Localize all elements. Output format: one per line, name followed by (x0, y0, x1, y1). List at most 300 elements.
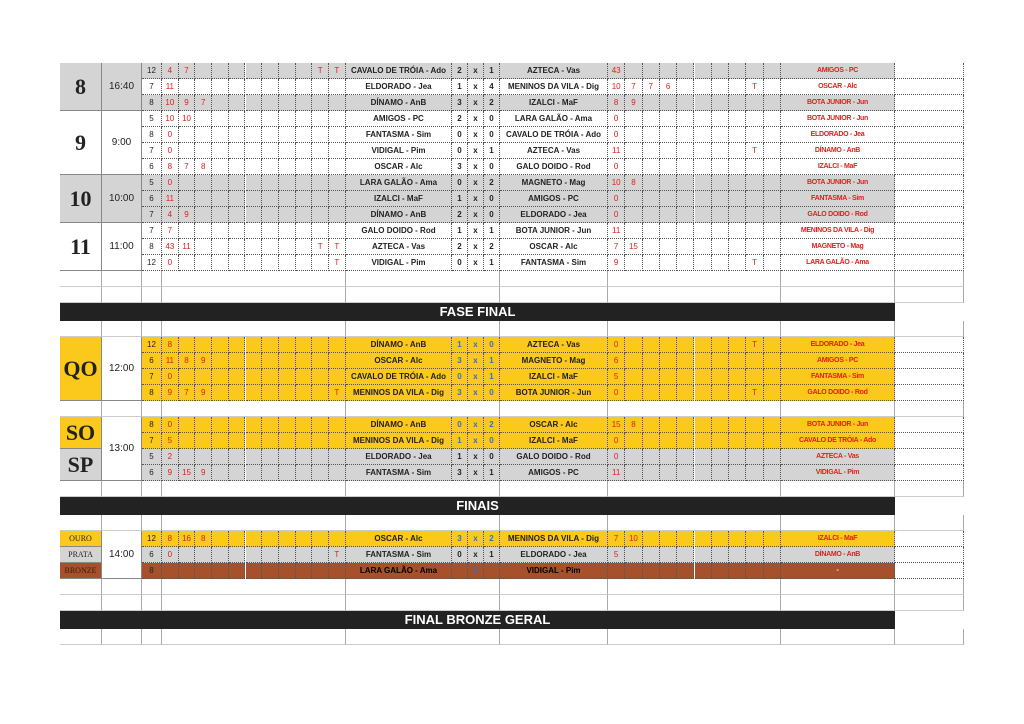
home-stat-cell (246, 369, 263, 385)
table-row (60, 175, 964, 191)
home-stat-cell: 0 (162, 547, 179, 563)
away-score: 1 (484, 63, 500, 79)
home-team: ELDORADO - Jea (346, 79, 452, 95)
away-team: IZALCI - MaF (500, 95, 608, 111)
home-stat-cell: 9 (195, 465, 212, 481)
table-row (60, 547, 964, 563)
home-stat-cell: 7 (179, 159, 196, 175)
away-stat-cell (625, 449, 642, 465)
home-team: CAVALO DE TRÓIA - Ado (346, 63, 452, 79)
away-stat-cell (677, 95, 694, 111)
away-stat-cell (625, 127, 642, 143)
away-stat-cell (712, 63, 729, 79)
away-score: 0 (484, 449, 500, 465)
table-row (60, 111, 964, 127)
away-stat-cell (660, 547, 677, 563)
home-score: 3 (452, 159, 468, 175)
away-stat-cell (677, 159, 694, 175)
away-stat-cell (677, 385, 694, 401)
home-stat-cell (195, 239, 212, 255)
referee-team: AMIGOS - PC (781, 63, 895, 79)
away-score: 1 (484, 143, 500, 159)
home-stat-cell (246, 143, 263, 159)
home-stat-cell (296, 353, 313, 369)
empty-cell (895, 111, 964, 127)
away-stat-cell (677, 239, 694, 255)
empty-cell (895, 175, 964, 191)
away-score: 2 (484, 531, 500, 547)
home-stat-cell (212, 337, 229, 353)
home-stat-cell: T (329, 547, 346, 563)
grid-cell (102, 481, 142, 497)
match-time: 14:00 (102, 531, 142, 579)
home-score: 0 (452, 547, 468, 563)
away-stat-cell (695, 79, 712, 95)
away-stat-cell (729, 369, 746, 385)
home-stat-cell (229, 223, 246, 239)
away-stat-cell (695, 255, 712, 271)
home-stat-cell (246, 95, 263, 111)
home-stat-cell (229, 385, 246, 401)
home-stat-cell: T (329, 385, 346, 401)
away-stat-cell (764, 563, 781, 579)
home-stat-cell: 0 (162, 175, 179, 191)
home-stat-cell (179, 127, 196, 143)
away-team: CAVALO DE TRÓIA - Ado (500, 127, 608, 143)
home-score: 1 (452, 223, 468, 239)
home-stat-cell (195, 433, 212, 449)
grid-cell (781, 481, 895, 497)
home-stat-cell (195, 191, 212, 207)
court-number: 5 (142, 111, 162, 127)
away-stat-cell (712, 547, 729, 563)
court-number: 12 (142, 531, 162, 547)
home-score: 1 (452, 449, 468, 465)
home-stat-cell (329, 433, 346, 449)
away-stat-cell (712, 337, 729, 353)
away-stat-cell (695, 353, 712, 369)
home-stat-cell (212, 449, 229, 465)
away-stat-cell (746, 239, 763, 255)
away-stat-cell: 15 (625, 239, 642, 255)
medal-label: PRATA (60, 547, 102, 563)
home-stat-cell: 11 (162, 191, 179, 207)
home-stat-cell (229, 79, 246, 95)
referee-team: IZALCI - MaF (781, 531, 895, 547)
table-row (60, 531, 964, 547)
away-stat-cell (695, 191, 712, 207)
away-stat-cell (729, 207, 746, 223)
grid-cell (346, 515, 500, 531)
court-number: 8 (142, 239, 162, 255)
score-separator: x (468, 223, 484, 239)
home-stat-cell (246, 191, 263, 207)
away-stat-cell (677, 449, 694, 465)
away-stat-cell (660, 255, 677, 271)
away-team: ELDORADO - Jea (500, 547, 608, 563)
score-separator: x (468, 207, 484, 223)
home-stat-cell: 7 (195, 95, 212, 111)
away-stat-cell (625, 353, 642, 369)
away-stat-cell (677, 563, 694, 579)
home-stat-cell (296, 547, 313, 563)
away-stat-cell (677, 353, 694, 369)
away-stat-cell (729, 337, 746, 353)
home-stat-cell (312, 127, 329, 143)
court-number: 7 (142, 369, 162, 385)
away-stat-cell (746, 353, 763, 369)
away-stat-cell: 10 (608, 175, 625, 191)
away-score: 0 (484, 127, 500, 143)
home-stat-cell (229, 563, 246, 579)
empty-cell (895, 143, 964, 159)
away-stat-cell (695, 337, 712, 353)
away-stat-cell: 9 (608, 255, 625, 271)
away-stat-cell (764, 223, 781, 239)
home-score: 3 (452, 531, 468, 547)
away-stat-cell (677, 223, 694, 239)
away-stat-cell (712, 385, 729, 401)
home-stat-cell: 8 (162, 531, 179, 547)
home-stat-cell: 0 (162, 127, 179, 143)
group-label-so: SO (60, 417, 102, 449)
home-stat-cell (279, 191, 296, 207)
away-stat-cell (712, 127, 729, 143)
away-stat-cell (729, 353, 746, 369)
empty-row (60, 321, 964, 337)
away-stat-cell (660, 223, 677, 239)
grid-cell (500, 579, 608, 595)
home-stat-cell (195, 127, 212, 143)
grid-cell (142, 595, 162, 611)
away-stat-cell (746, 159, 763, 175)
match-time: 12:00 (102, 337, 142, 401)
away-stat-cell (660, 239, 677, 255)
home-stat-cell (312, 433, 329, 449)
away-stat-cell (729, 417, 746, 433)
away-stat-cell (643, 63, 660, 79)
away-stat-cell (729, 127, 746, 143)
home-stat-cell: 10 (179, 111, 196, 127)
home-stat-cell (312, 417, 329, 433)
grid-cell (608, 629, 781, 645)
home-stat-cell (279, 95, 296, 111)
grid-cell (500, 287, 608, 303)
away-stat-cell (764, 337, 781, 353)
away-stat-cell (695, 547, 712, 563)
home-stat-cell (262, 79, 279, 95)
grid-cell (500, 271, 608, 287)
home-team: FANTASMA - Sim (346, 547, 452, 563)
away-stat-cell (729, 239, 746, 255)
home-team: FANTASMA - Sim (346, 127, 452, 143)
away-stat-cell (625, 433, 642, 449)
court-number: 8 (142, 127, 162, 143)
away-stat-cell (746, 223, 763, 239)
away-stat-cell (712, 449, 729, 465)
grid-cell (60, 287, 102, 303)
empty-cell (895, 63, 964, 79)
home-team: DÍNAMO - AnB (346, 95, 452, 111)
away-stat-cell (677, 175, 694, 191)
group-label-sp: SP (60, 449, 102, 481)
grid-cell (895, 401, 964, 417)
away-stat-cell: 0 (608, 127, 625, 143)
home-stat-cell (195, 449, 212, 465)
home-stat-cell (262, 353, 279, 369)
home-stat-cell (279, 127, 296, 143)
grid-cell (142, 515, 162, 531)
away-stat-cell (764, 255, 781, 271)
home-stat-cell (312, 547, 329, 563)
away-stat-cell: 11 (608, 143, 625, 159)
court-number: 7 (142, 433, 162, 449)
away-stat-cell (712, 159, 729, 175)
away-stat-cell (729, 111, 746, 127)
home-stat-cell (296, 531, 313, 547)
grid-cell (895, 579, 964, 595)
away-stat-cell (764, 159, 781, 175)
away-stat-cell (643, 531, 660, 547)
home-stat-cell (262, 207, 279, 223)
away-stat-cell (643, 465, 660, 481)
away-stat-cell (660, 369, 677, 385)
away-stat-cell (764, 95, 781, 111)
away-stat-cell (660, 563, 677, 579)
home-team: OSCAR - Alc (346, 159, 452, 175)
home-stat-cell (212, 385, 229, 401)
home-stat-cell (329, 465, 346, 481)
home-score: 0 (452, 143, 468, 159)
away-stat-cell (764, 143, 781, 159)
home-stat-cell (279, 369, 296, 385)
away-team: AZTECA - Vas (500, 63, 608, 79)
grid-cell (162, 579, 346, 595)
home-stat-cell (296, 337, 313, 353)
home-stat-cell (195, 111, 212, 127)
medal-label: BRONZE (60, 563, 102, 579)
away-stat-cell (677, 63, 694, 79)
away-stat-cell (625, 111, 642, 127)
grid-cell (162, 271, 346, 287)
away-team: AMIGOS - PC (500, 191, 608, 207)
grid-cell (781, 321, 895, 337)
away-team: ELDORADO - Jea (500, 207, 608, 223)
away-score: 1 (484, 465, 500, 481)
home-stat-cell (279, 337, 296, 353)
referee-team: ELDORADO - Jea (781, 337, 895, 353)
court-number: 7 (142, 143, 162, 159)
home-stat-cell (279, 223, 296, 239)
home-team: OSCAR - Alc (346, 353, 452, 369)
away-stat-cell: 9 (625, 95, 642, 111)
score-separator: x (468, 143, 484, 159)
score-separator: x (468, 385, 484, 401)
away-stat-cell (712, 255, 729, 271)
away-stat-cell (764, 385, 781, 401)
empty-row (60, 515, 964, 531)
home-stat-cell (279, 417, 296, 433)
home-stat-cell (296, 127, 313, 143)
away-stat-cell (660, 175, 677, 191)
home-stat-cell (329, 369, 346, 385)
away-stat-cell (764, 369, 781, 385)
away-stat-cell (660, 127, 677, 143)
away-stat-cell (764, 353, 781, 369)
home-stat-cell (296, 417, 313, 433)
away-stat-cell (625, 385, 642, 401)
home-stat-cell (312, 191, 329, 207)
away-stat-cell (729, 433, 746, 449)
home-stat-cell (195, 175, 212, 191)
home-stat-cell (312, 353, 329, 369)
grid-cell (781, 629, 895, 645)
away-stat-cell (643, 143, 660, 159)
home-stat-cell (246, 449, 263, 465)
away-stat-cell (695, 127, 712, 143)
home-stat-cell (329, 127, 346, 143)
empty-cell (895, 433, 964, 449)
away-stat-cell (625, 255, 642, 271)
home-stat-cell (279, 175, 296, 191)
home-stat-cell (229, 143, 246, 159)
home-score: 1 (452, 433, 468, 449)
away-stat-cell (643, 207, 660, 223)
referee-team: DÍNAMO - AnB (781, 143, 895, 159)
away-stat-cell: T (746, 385, 763, 401)
away-score: 4 (484, 79, 500, 95)
group-label: 9 (60, 111, 102, 175)
grid-cell (500, 321, 608, 337)
home-stat-cell (329, 159, 346, 175)
home-stat-cell (262, 385, 279, 401)
home-stat-cell: 8 (195, 159, 212, 175)
home-stat-cell (329, 111, 346, 127)
home-stat-cell (296, 239, 313, 255)
home-stat-cell (179, 143, 196, 159)
home-stat-cell (212, 255, 229, 271)
home-stat-cell (262, 63, 279, 79)
home-stat-cell (246, 111, 263, 127)
home-stat-cell (212, 191, 229, 207)
grid-cell (346, 321, 500, 337)
table-row (60, 143, 964, 159)
away-stat-cell: 7 (643, 79, 660, 95)
grid-cell (608, 595, 781, 611)
home-stat-cell: 9 (195, 385, 212, 401)
away-stat-cell: 8 (608, 95, 625, 111)
home-stat-cell (195, 79, 212, 95)
home-stat-cell (212, 111, 229, 127)
home-stat-cell (195, 369, 212, 385)
grid-cell (142, 629, 162, 645)
home-stat-cell (296, 143, 313, 159)
court-number: 6 (142, 353, 162, 369)
referee-team: AMIGOS - PC (781, 353, 895, 369)
home-stat-cell (329, 337, 346, 353)
away-stat-cell (764, 127, 781, 143)
home-stat-cell (246, 547, 263, 563)
empty-row (60, 595, 964, 611)
home-stat-cell (212, 143, 229, 159)
referee-team: FANTASMA - Sim (781, 369, 895, 385)
away-stat-cell (643, 353, 660, 369)
away-stat-cell (712, 191, 729, 207)
empty-row (60, 579, 964, 595)
home-team: MENINOS DA VILA - Dig (346, 385, 452, 401)
court-number: 7 (142, 223, 162, 239)
home-team: LARA GALÃO - Ama (346, 175, 452, 191)
home-stat-cell (246, 159, 263, 175)
away-stat-cell (643, 563, 660, 579)
home-stat-cell (312, 465, 329, 481)
empty-cell (895, 385, 964, 401)
away-team: IZALCI - MaF (500, 369, 608, 385)
home-stat-cell (329, 207, 346, 223)
empty-row (60, 401, 964, 417)
home-stat-cell (279, 143, 296, 159)
empty-cell (895, 417, 964, 433)
home-team: GALO DOIDO - Rod (346, 223, 452, 239)
table-row (60, 369, 964, 385)
away-stat-cell (660, 531, 677, 547)
away-stat-cell (643, 369, 660, 385)
home-stat-cell (279, 353, 296, 369)
away-stat-cell (764, 239, 781, 255)
home-stat-cell (195, 563, 212, 579)
away-stat-cell (625, 465, 642, 481)
court-number: 5 (142, 449, 162, 465)
home-stat-cell (329, 95, 346, 111)
away-stat-cell (712, 175, 729, 191)
away-stat-cell (660, 417, 677, 433)
court-number: 8 (142, 563, 162, 579)
away-stat-cell (660, 95, 677, 111)
home-stat-cell (229, 353, 246, 369)
empty-row (60, 287, 964, 303)
grid-cell (346, 271, 500, 287)
away-stat-cell: 7 (625, 79, 642, 95)
home-stat-cell (262, 191, 279, 207)
away-stat-cell (746, 465, 763, 481)
away-stat-cell (695, 369, 712, 385)
away-stat-cell (695, 449, 712, 465)
away-stat-cell (746, 111, 763, 127)
grid-cell (608, 481, 781, 497)
away-team: MAGNETO - Mag (500, 175, 608, 191)
home-team: CAVALO DE TRÓIA - Ado (346, 369, 452, 385)
away-stat-cell: 7 (608, 239, 625, 255)
away-stat-cell (764, 433, 781, 449)
grid-cell (102, 321, 142, 337)
score-separator: x (468, 547, 484, 563)
away-stat-cell (712, 353, 729, 369)
table-row (60, 385, 964, 401)
away-stat-cell (643, 255, 660, 271)
home-stat-cell (212, 95, 229, 111)
away-team: MENINOS DA VILA - Dig (500, 531, 608, 547)
empty-cell (895, 239, 964, 255)
away-stat-cell (625, 337, 642, 353)
referee-team: DÍNAMO - AnB (781, 547, 895, 563)
away-stat-cell: 6 (660, 79, 677, 95)
home-stat-cell (212, 563, 229, 579)
grid-cell (142, 401, 162, 417)
home-stat-cell (312, 563, 329, 579)
home-stat-cell: 0 (162, 369, 179, 385)
empty-cell (895, 337, 964, 353)
home-stat-cell (296, 449, 313, 465)
